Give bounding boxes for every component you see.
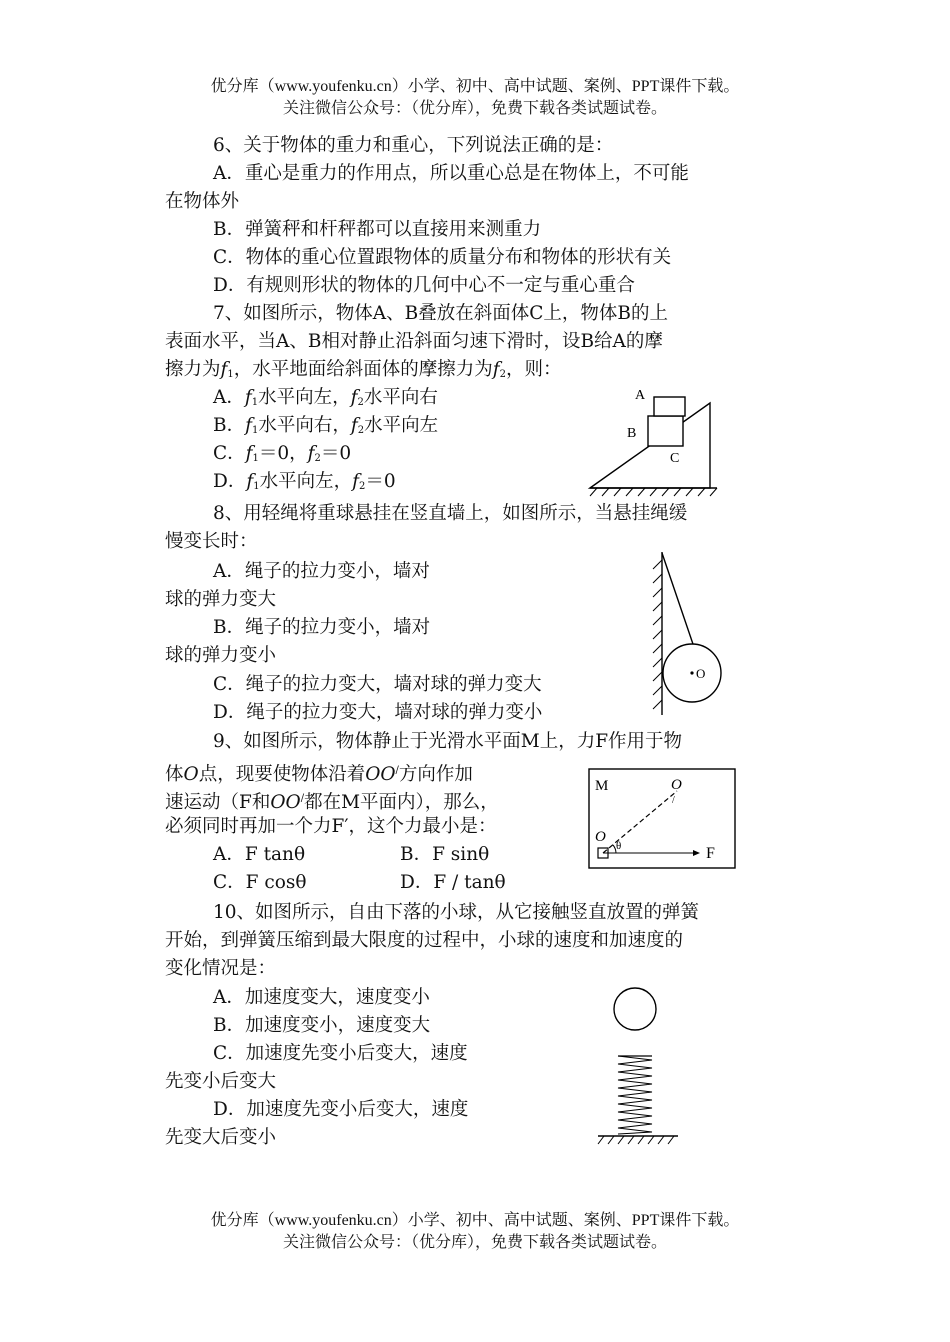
q8-option-a-cont: 球的弹力变大 bbox=[165, 589, 277, 610]
q10-option-d: D．加速度先变小后变大，速度 bbox=[213, 1099, 469, 1120]
q9-option-b: B．F sinθ bbox=[400, 844, 490, 865]
q9-stem-2: 体O点，现要使物体沿着OO/方向作加 bbox=[165, 764, 473, 786]
q6-option-a-cont: 在物体外 bbox=[165, 191, 240, 212]
q8-stem-2: 慢变长时： bbox=[165, 531, 258, 552]
q6-option-c: C．物体的重心位置跟物体的质量分布和物体的形状有关 bbox=[213, 247, 672, 268]
q6-option-b: B．弹簧秤和杆秤都可以直接用来测重力 bbox=[213, 219, 542, 240]
q9-label-prime-mark: / bbox=[672, 795, 675, 806]
q7-label-a: A bbox=[635, 388, 646, 403]
q10-stem-2: 开始，到弹簧压缩到最大限度的过程中，小球的速度和加速度的 bbox=[165, 930, 684, 951]
q9-label-m: M bbox=[595, 778, 609, 794]
q9-label-o-prime: O bbox=[671, 777, 682, 793]
q9-stem-3: 速运动（F和OO/都在M平面内），那么， bbox=[165, 792, 499, 814]
q9-stem-4: 必须同时再加一个力F′，这个力最小是： bbox=[165, 816, 497, 837]
q7-stem-2: 表面水平，当A、B相对静止沿斜面匀速下滑时，设B给A的摩 bbox=[165, 331, 663, 352]
q7-option-c: C．$f_1=0$，$f_2=0$ bbox=[213, 443, 352, 464]
q6-option-d: D．有规则形状的物体的几何中心不一定与重心重合 bbox=[213, 275, 635, 296]
q10-stem-3: 变化情况是： bbox=[165, 958, 277, 979]
q6-stem: 6、关于物体的重力和重心，下列说法正确的是： bbox=[213, 135, 614, 156]
footer-line-1: 优分库（www.youfenku.cn）小学、初中、高中试题、案例、PPT课件下载。 bbox=[210, 1212, 740, 1229]
q6-option-a: A．重心是重力的作用点，所以重心总是在物体上，不可能 bbox=[213, 163, 689, 184]
q9-plane-figure bbox=[585, 765, 745, 873]
q7-option-d: D．$f_1$水平向左，$f_2=0$ bbox=[213, 471, 396, 492]
q8-stem-1: 8、用轻绳将重球悬挂在竖直墙上，如图所示，当悬挂绳缓 bbox=[213, 503, 688, 524]
q9-stem-1: 9、如图所示，物体静止于光滑水平面M上，力F作用于物 bbox=[213, 731, 683, 752]
q8-label-o: O bbox=[696, 666, 706, 681]
footer-line-2: 关注微信公众号：（优分库），免费下载各类试题试卷。 bbox=[282, 1234, 667, 1251]
q10-option-d-cont: 先变大后变小 bbox=[165, 1127, 277, 1148]
q10-ball-spring-figure bbox=[590, 984, 690, 1149]
q9-label-theta: θ bbox=[616, 840, 622, 852]
q9-option-d: D．F / tanθ bbox=[400, 872, 506, 893]
q7-option-b: B．$f_1$水平向右，$f_2$水平向左 bbox=[213, 415, 439, 436]
q9-option-c: C．F cosθ bbox=[213, 872, 307, 893]
header-line-2: 关注微信公众号：（优分库），免费下载各类试题试卷。 bbox=[282, 100, 667, 117]
q7-stem-1: 7、如图所示，物体A、B叠放在斜面体C上，物体B的上 bbox=[213, 303, 668, 324]
q9-label-f: F bbox=[706, 845, 715, 862]
q10-option-b: B．加速度变小，速度变大 bbox=[213, 1015, 431, 1036]
q8-option-b: B．绳子的拉力变小，墙对 bbox=[213, 617, 431, 638]
q7-label-b: B bbox=[627, 426, 637, 441]
q8-option-a: A．绳子的拉力变小，墙对 bbox=[213, 561, 430, 582]
q9-option-a: A．F tanθ bbox=[213, 844, 306, 865]
q7-label-c: C bbox=[670, 451, 680, 466]
q10-option-c-cont: 先变小后变大 bbox=[165, 1071, 277, 1092]
q8-wall-ball-figure bbox=[640, 550, 740, 720]
q8-option-c: C．绳子的拉力变大，墙对球的弹力变大 bbox=[213, 674, 542, 695]
q9-label-o: O bbox=[595, 829, 606, 845]
q8-option-b-cont: 球的弹力变小 bbox=[165, 645, 277, 666]
q10-stem-1: 10、如图所示，自由下落的小球，从它接触竖直放置的弹簧 bbox=[213, 902, 700, 923]
q7-stem-3: 擦力为$f_1$，水平地面给斜面体的摩擦力为$f_2$，则： bbox=[165, 359, 562, 380]
q10-option-c: C．加速度先变小后变大，速度 bbox=[213, 1043, 468, 1064]
q8-option-d: D．绳子的拉力变大，墙对球的弹力变小 bbox=[213, 702, 543, 723]
q7-incline-figure bbox=[585, 385, 725, 500]
q7-option-a: A．$f_1$水平向左，$f_2$水平向右 bbox=[213, 387, 438, 408]
header-line-1: 优分库（www.youfenku.cn）小学、初中、高中试题、案例、PPT课件下载。 bbox=[210, 78, 740, 95]
q10-option-a: A．加速度变大，速度变小 bbox=[213, 987, 430, 1008]
